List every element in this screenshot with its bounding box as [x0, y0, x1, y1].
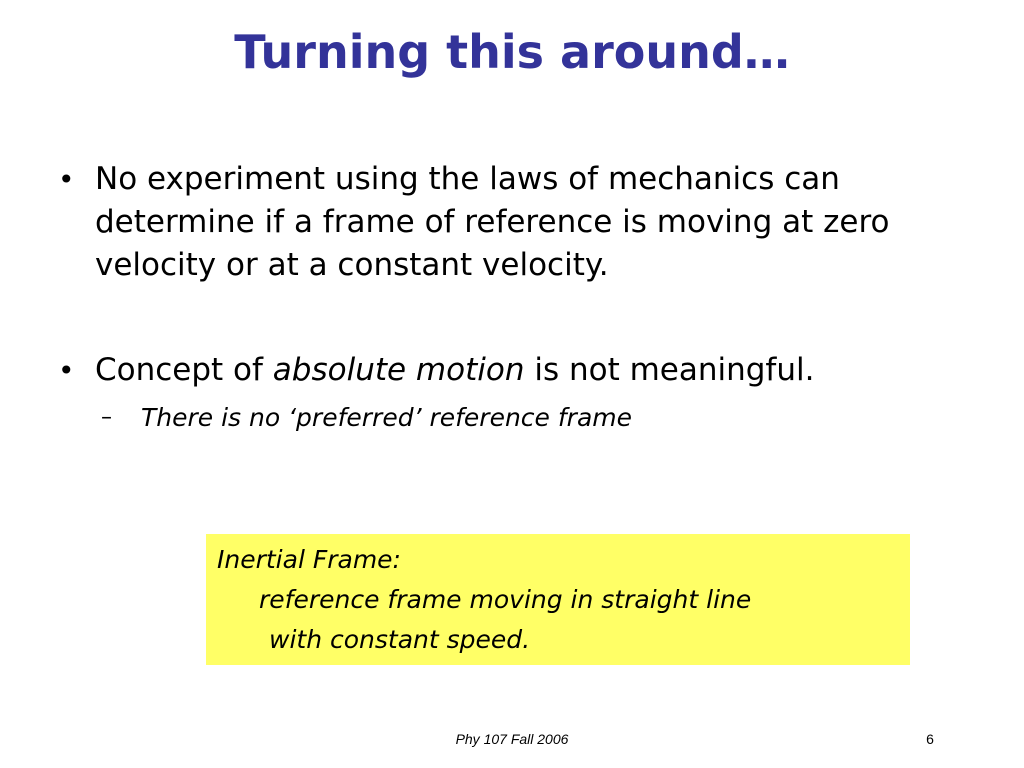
sub-bullet-text: There is no ‘preferred’ reference frame	[141, 403, 633, 432]
bullet-marker: •	[58, 163, 75, 196]
footer-course: Phy 107 Fall 2006	[455, 731, 569, 747]
slide-title: Turning this around…	[234, 25, 790, 79]
bullet-text-after: is not meaningful.	[524, 352, 815, 388]
bullet-item-1	[58, 158, 958, 288]
callout-definition-line-2: with constant speed.	[269, 625, 531, 654]
inertial-frame-callout	[206, 534, 910, 665]
bullet-text-emphasis: absolute motion	[272, 352, 525, 388]
bullet-text	[95, 349, 955, 392]
bullet-text: No experiment using the laws of mechanics can determine if a frame of reference is moving at zero velocity or at a constant velocity.	[95, 161, 890, 283]
bullet-text-before: Concept of	[95, 352, 273, 388]
callout-heading: Inertial Frame:	[217, 545, 401, 574]
footer-page-number: 6	[926, 731, 934, 747]
sub-bullet-marker: –	[101, 405, 112, 430]
bullet-item-2	[58, 349, 958, 394]
bullet-marker: •	[58, 354, 75, 387]
callout-definition-line-1: reference frame moving in straight line	[259, 585, 752, 614]
